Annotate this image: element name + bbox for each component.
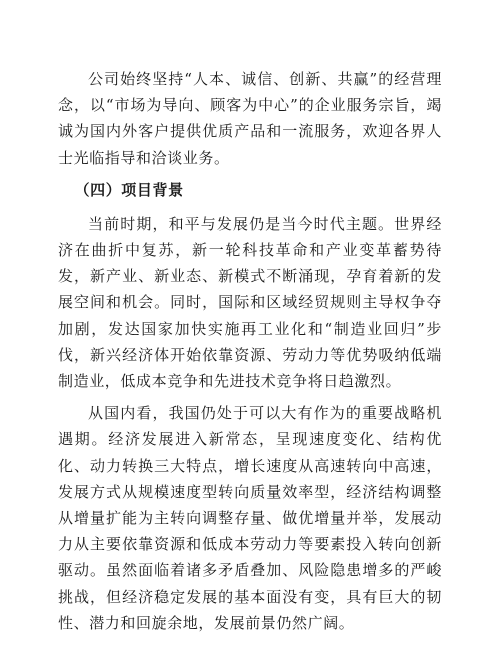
global-context-paragraph: 当前时期，和平与发展仍是当今时代主题。世界经济在曲折中复苏，新一轮科技革命和产业变革蓄势待发，新产业、新业态、新模式不断涌现，孕育着新的发展空间和机会。同时，国际和区域经贸规则主导权争夺加剧，发达国家加快实施再工业化和“制造业回归”步伐，新兴经济体开始依靠资源、劳动力等优势吸纳低端制造业，低成本竞争和先进技术竞争将日趋激烈。 — [58, 214, 442, 391]
document-body — [58, 66, 442, 642]
company-philosophy-paragraph: 公司始终坚持“人本、诚信、创新、共赢”的经营理念，以“市场为导向、顾客为中心”的企业服务宗旨，竭诚为国内外客户提供优质产品和一流服务，欢迎各界人士光临指导和洽谈业务。 — [58, 70, 442, 167]
section-heading-project-background: （四）项目背景 — [74, 180, 184, 199]
domestic-context-paragraph: 从国内看，我国仍处于可以大有作为的重要战略机遇期。经济发展进入新常态，呈现速度变化、结构优化、动力转换三大特点，增长速度从高速转向中高速，发展方式从规模速度型转向质量效率型，经济结构调整从增量扩能为主转向调整存量、做优增量并举，发展动力从主要依靠资源和低成本劳动力等要素投入转向创新驱动。虽然面临着诸多矛盾叠加、风险隐患增多的严峻挑战，但经济稳定发展的基本面没有变，具有巨大的韧性、潜力和回旋余地，发展前景仍然广阔。 — [58, 404, 442, 632]
